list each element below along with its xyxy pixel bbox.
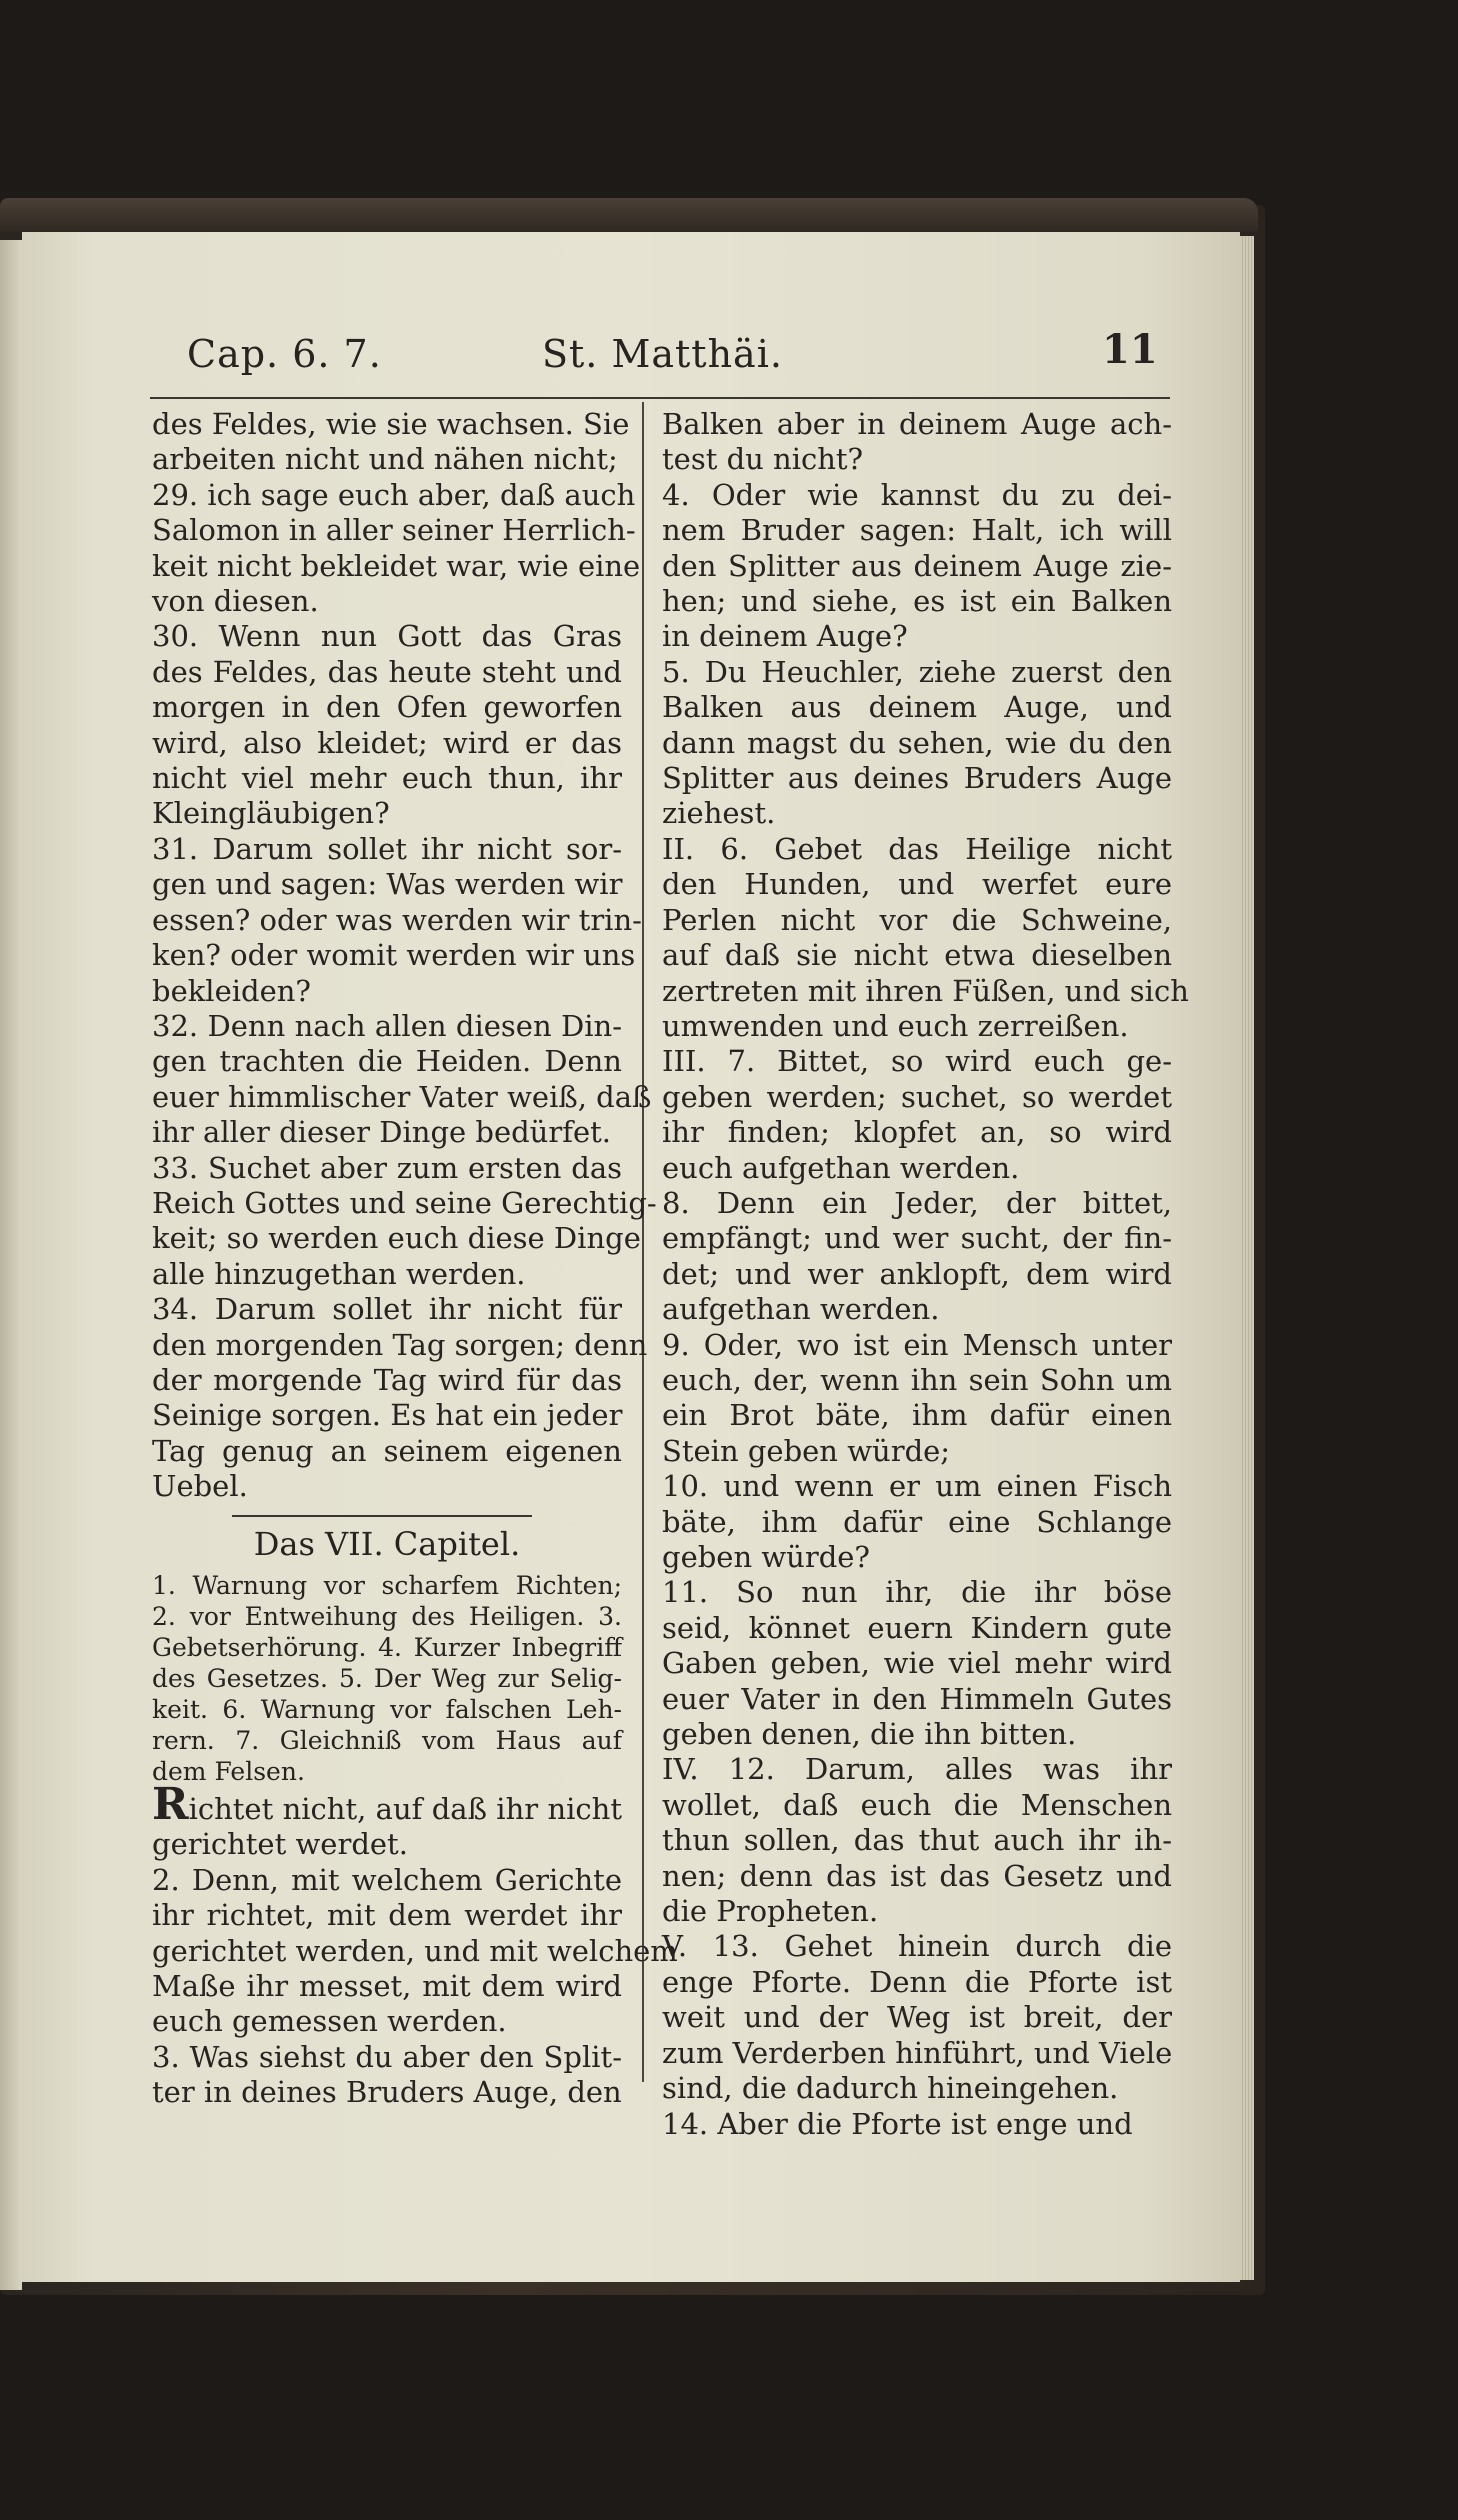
text-line: nen; denn das ist das Gesetz und [662,1858,1172,1893]
text-line: geben werden; suchet, so werdet [662,1079,1172,1114]
text-line: V. 13. Gehet hinein durch die [662,1929,1172,1964]
text-line: geben würde? [662,1540,870,1574]
text-line: euer himmlischer Vater weiß, daß [152,1079,652,1114]
text-line: 1. Warnung vor scharfem Richten; [152,1571,622,1600]
left-column-verses [152,407,657,1505]
text-line: 9. Oder, wo ist ein Mensch unter [662,1327,1172,1362]
text-line: 2. vor Entweihung des Heiligen. 3. [152,1602,622,1631]
text-line: keit. 6. Warnung vor falschen Leh- [152,1695,622,1724]
text-line: nem Bruder sagen: Halt, ich will [662,513,1172,548]
drop-cap: R [152,1779,189,1830]
chapter-reference: Cap. 6. 7. [187,332,382,376]
text-line: morgen in den Ofen geworfen [152,690,622,725]
text-line: zum Verderben hinführt, und Viele [662,2035,1173,2070]
text-line: Balken aus deinem Auge, und [662,690,1172,725]
section-rule [232,1515,532,1517]
header-rule [150,397,1170,399]
text-line: euch gemessen werden. [152,2004,507,2039]
text-line: ihr aller dieser Dinge bedürfet. [152,1115,611,1150]
text-line: keit; so werden euch diese Dinge [152,1221,641,1256]
text-line: Perlen nicht vor die Schweine, [662,902,1172,937]
chapter-opening-line [152,1779,622,1830]
text-line: die Propheten. [662,1894,879,1929]
text-line: II. 6. Gebet das Heilige nicht [662,831,1172,866]
text-line: gerichtet werden, und mit welchem [152,1933,678,1968]
opening-line-text: ichtet nicht, auf daß ihr nicht [188,1792,622,1826]
text-line: alle hinzugethan werden. [152,1256,526,1291]
text-line: bäte, ihm dafür eine Schlange [662,1504,1172,1539]
text-line: euch aufgethan werden. [662,1150,1020,1185]
left-column-verses-bottom [152,1827,678,2110]
text-line: 11. So nun ihr, die ihr böse [662,1575,1172,1610]
text-line: seid, könnet euern Kindern gute [662,1610,1172,1645]
text-line: 8. Denn ein Jeder, der bittet, [662,1185,1172,1220]
left-page-edge [0,240,22,2290]
text-line: empfängt; und wer sucht, der fin- [662,1221,1172,1256]
text-line: 10. und wenn er um einen Fisch [662,1469,1172,1504]
text-line: 4. Oder wie kannst du zu dei- [662,477,1172,512]
text-line: 32. Denn nach allen diesen Din- [152,1008,622,1043]
text-line: arbeiten nicht und nähen nicht; [152,442,618,477]
text-line: ken? oder womit werden wir uns [152,938,636,973]
text-line: den morgenden Tag sorgen; denn [152,1327,648,1362]
text-line: zertreten mit ihren Füßen, und sich [662,973,1189,1008]
text-line: ter in deines Bruders Auge, den [152,2075,622,2110]
text-line: wollet, daß euch die Menschen [662,1787,1172,1822]
text-line: 34. Darum sollet ihr nicht für [152,1292,622,1327]
right-column-verses [662,407,1189,2142]
text-line: 2. Denn, mit welchem Gerichte [152,1862,622,1897]
text-line: aufgethan werden. [662,1292,940,1327]
text-line: euch, der, wenn ihn sein Sohn um [662,1362,1172,1397]
text-line: den Hunden, und werfet eure [662,867,1172,902]
text-line: sind, die dadurch hineingehen. [662,2071,1119,2106]
text-line: 3. Was siehst du aber den Split- [152,2039,622,2074]
text-line: dem Felsen. [152,1757,305,1786]
text-line: Salomon in aller seiner Herrlich- [152,513,636,548]
chapter-heading: Das VII. Capitel. [253,1524,521,1563]
text-line: Gebetserhörung. 4. Kurzer Inbegriff [152,1633,622,1662]
chapter-summary [152,1570,622,1787]
text-line: keit nicht bekleidet war, wie eine [152,548,641,583]
text-line: Uebel. [152,1469,248,1504]
book-page [22,232,1240,2282]
text-line: 5. Du Heuchler, ziehe zuerst den [662,654,1172,689]
text-line: von diesen. [152,584,319,619]
text-line: III. 7. Bittet, so wird euch ge- [662,1044,1172,1079]
text-line: rern. 7. Gleichniß vom Haus auf [152,1726,622,1755]
text-line: thun sollen, das thut auch ihr ih- [662,1823,1172,1858]
text-line: der morgende Tag wird für das [152,1362,622,1397]
text-line: 14. Aber die Pforte ist enge und [662,2106,1133,2141]
text-line: gen und sagen: Was werden wir [152,867,623,902]
text-line: auf daß sie nicht etwa dieselben [662,938,1172,973]
text-line: Gaben geben, wie viel mehr wird [662,1646,1172,1681]
column-divider [642,402,644,2082]
text-line: gen trachten die Heiden. Denn [152,1044,622,1079]
text-line: 31. Darum sollet ihr nicht sor- [152,831,622,866]
text-line: gerichtet werdet. [152,1827,408,1862]
text-line: 33. Suchet aber zum ersten das [152,1150,622,1185]
text-line: des Feldes, das heute steht und [152,654,622,689]
text-line: ziehest. [662,796,776,831]
text-line: bekleiden? [152,973,311,1008]
text-line: 29. ich sage euch aber, daß auch [152,477,636,512]
text-line: nicht viel mehr euch thun, ihr [152,761,622,796]
page-edges [1240,236,1254,2280]
page-number: 11 [1102,326,1158,373]
text-line: ihr richtet, mit dem werdet ihr [152,1898,622,1933]
text-line: Splitter aus deines Bruders Auge [662,761,1172,796]
text-line: enge Pforte. Denn die Pforte ist [662,1964,1172,1999]
book-title: St. Matthäi. [542,332,783,376]
running-header [22,326,1240,392]
text-line: euer Vater in den Himmeln Gutes [662,1681,1172,1716]
text-line: Seinige sorgen. Es hat ein jeder [152,1398,623,1433]
text-line: in deinem Auge? [662,619,908,654]
text-line: weit und der Weg ist breit, der [662,2000,1172,2035]
text-line: geben denen, die ihn bitten. [662,1717,1077,1752]
text-line: test du nicht? [662,442,864,477]
text-line: Stein geben würde; [662,1433,951,1468]
text-line: Tag genug an seinem eigenen [152,1433,622,1468]
text-line: des Gesetzes. 5. Der Weg zur Selig- [152,1664,622,1693]
text-line: hen; und siehe, es ist ein Balken [662,584,1172,619]
left-column [152,407,678,2111]
book-spine-top [0,198,1258,232]
text-line: Kleingläubigen? [152,796,390,831]
text-line: des Feldes, wie sie wachsen. Sie [152,407,630,441]
text-line: IV. 12. Darum, alles was ihr [662,1752,1172,1787]
right-column [662,407,1189,2142]
text-line: dann magst du sehen, wie du den [662,725,1172,760]
text-line: Maße ihr messet, mit dem wird [152,1969,622,2004]
text-line: essen? oder was werden wir trin- [152,902,642,937]
text-line: umwenden und euch zerreißen. [662,1008,1129,1043]
text-line: ihr finden; klopfet an, so wird [662,1115,1172,1150]
text-line: 30. Wenn nun Gott das Gras [152,619,622,654]
text-line: wird, also kleidet; wird er das [152,725,622,760]
text-line: det; und wer anklopft, dem wird [662,1256,1172,1291]
text-line: den Splitter aus deinem Auge zie- [662,548,1172,583]
text-line: Reich Gottes und seine Gerechtig- [152,1185,657,1220]
text-line: ein Brot bäte, ihm dafür einen [662,1398,1172,1433]
text-line: Balken aber in deinem Auge ach- [662,407,1172,441]
